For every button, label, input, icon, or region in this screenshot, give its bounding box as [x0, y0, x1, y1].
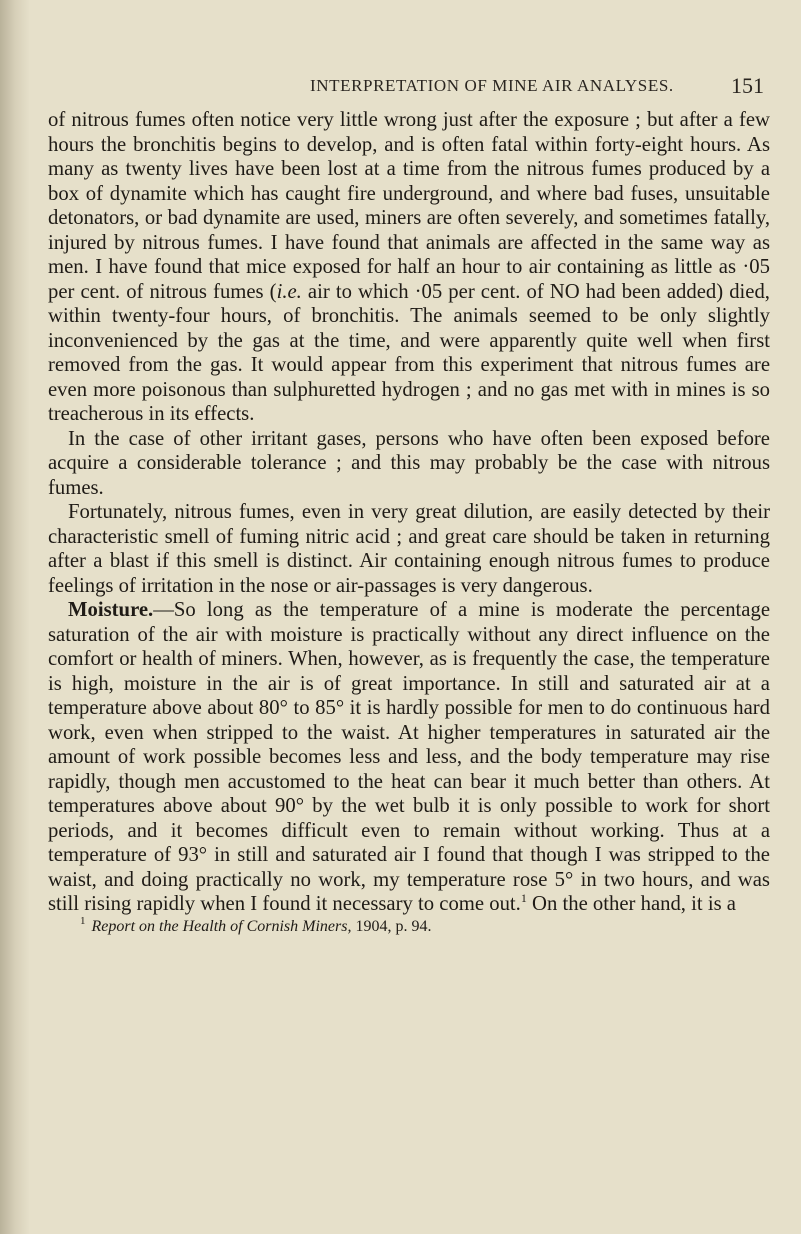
- paragraph-text: —So long as the temperature of a mine is moderate the percentage saturation of the air with moisture is practically without any direct influence on the comfort or health of miners. When, however, as is frequently the case, the temperature is high, moisture in the air is of great importance. In still and saturated air at a temperature above about 80° to 85° it is hardly possible for men to do continuous hard work, even when stripped to the waist. At higher temperatures in saturated air the amount of work possible becomes less and less, and the body temperature may rise rapidly, though men accustomed to the heat can bear it much better than others. At temperatures above about 90° by the wet bulb it is only possible to work for short periods, and it becomes difficult even to remain without working. Thus at a temperature of 93° in still and saturated air I found that though I was stripped to the waist, and doing practically no work, my temperature rose 5° in two hours, and was still rising rapidly when I found it necessary to come out.: [48, 599, 770, 915]
- running-title: INTERPRETATION OF MINE AIR ANALYSES.: [310, 76, 674, 95]
- running-head: [48, 73, 770, 106]
- ie-abbreviation: i.e.: [276, 280, 302, 303]
- footnote-reference: 1: [520, 891, 527, 906]
- footnote-citation: 1904, p. 94.: [351, 917, 432, 935]
- book-page: [48, 73, 770, 937]
- footnote-title: Report on the Health of Cornish Miners,: [91, 917, 352, 935]
- body-text: [48, 108, 770, 917]
- paragraph-moisture: [48, 598, 770, 917]
- paragraph-tolerance: In the case of other irritant gases, persons who have often been exposed before acquire a considerable tolerance ; and this may probably be the case with nitrous fumes.: [48, 427, 770, 499]
- paragraph-text: of nitrous fumes often notice very little wrong just after the exposure ; but after a few hours the bronchitis begins to develop, and is often fatal within forty-eight hours. As many as twenty lives have been lost at a time from the nitrous fumes produced by a box of dynamite which has caught fire underground, and where bad fuses, unsuitable detonators, or bad dynamite are used, miners are often severely, and sometimes fatally, injured by nitrous fumes. I have found that animals are affected in the same way as men. I have found that mice exposed for half an hour to air containing as little as ·05 per cent. of nitrous fumes (: [48, 109, 770, 303]
- paragraph-nitrous-fumes-effects: [48, 108, 770, 427]
- paragraph-text-end: On the other hand, it is a: [526, 893, 736, 915]
- paragraph-detection: Fortunately, nitrous fumes, even in very great dilution, are easily detected by their characteristic smell of fuming nitric acid ; and great care should be taken in returning after a blast if this smell is distinct. Air containing enough nitrous fumes to produce feelings of irritation in the nose or air-passages is very dangerous.: [48, 501, 770, 597]
- footnote-mark: 1: [80, 915, 86, 928]
- paragraph-text-continued: air to which ·05 per cent. of NO had been added) died, within twenty-four hours, of bronchitis. The animals seemed to be only slightly inconvenienced by the gas at the time, and were apparently quite well when first removed from the gas. It would appear from this experiment that nitrous fumes are even more poisonous than sulphuretted hydrogen ; and no gas met with in mines is so treacherous in its effects.: [48, 280, 770, 425]
- footnote: [48, 917, 770, 937]
- page-number: 151: [731, 73, 764, 98]
- book-gutter-shadow: [0, 0, 30, 1234]
- section-heading-moisture: Moisture.: [68, 599, 154, 621]
